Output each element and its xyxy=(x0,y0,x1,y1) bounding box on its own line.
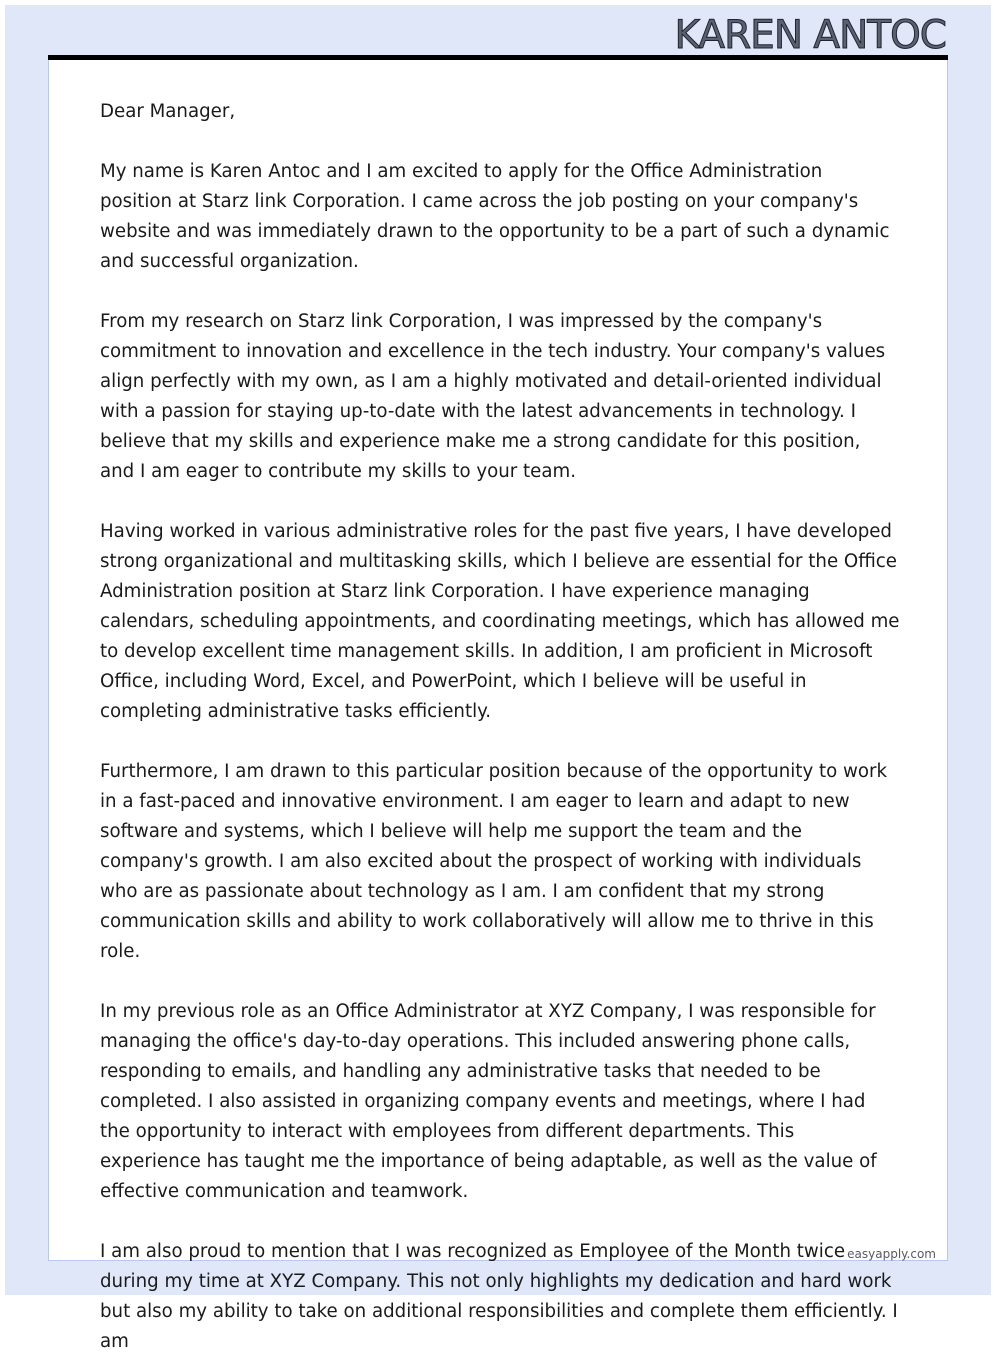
paragraph-1: My name is Karen Antoc and I am excited to apply for the Office Administration position at Starz link Corporation. I came across the job posting on your company's website and was immediately drawn to the opportunity to be a part of such a dynamic and successful organization. xyxy=(100,161,890,272)
letter-body xyxy=(100,97,900,1352)
paragraph-3: Having worked in various administrative roles for the past five years, I have developed strong organizational and multitasking skills, which I believe are essential for the Office Administration position at Starz link Corporation. I have experience managing calendars, scheduling appointments, and coordinating meetings, which has allowed me to develop excellent time management skills. In addition, I am proficient in Microsoft Office, including Word, Excel, and PowerPoint, which I believe will be useful in completing administrative tasks efficiently. xyxy=(100,521,900,722)
paragraph-5: In my previous role as an Office Administrator at XYZ Company, I was responsible for managing the office's day-to-day operations. This included answering phone calls, responding to emails, and handling any administrative tasks that needed to be completed. I also assisted in organizing company events and meetings, where I had the opportunity to interact with employees from different departments. This experience has taught me the importance of being adaptable, as well as the value of effective communication and teamwork. xyxy=(100,1001,877,1202)
salutation: Dear Manager, xyxy=(100,101,236,122)
paragraph-2: From my research on Starz link Corporation, I was impressed by the company's commitment to innovation and excellence in the tech industry. Your company's values align perfectly with my own, as I am a highly motivated and detail-oriented individual with a passion for staying up-to-date with the latest advancements in technology. I believe that my skills and experience make me a strong candidate for this position, and I am eager to contribute my skills to your team. xyxy=(100,311,886,482)
watermark: easyapply.com xyxy=(847,1247,936,1261)
paragraph-6: I am also proud to mention that I was recognized as Employee of the Month twice during my time at XYZ Company. This not only highlights my dedication and hard work but also my ability to take on additional responsibilities and complete them efficiently. I am xyxy=(100,1241,898,1352)
paragraph-4: Furthermore, I am drawn to this particular position because of the opportunity to work in a fast-paced and innovative environment. I am eager to learn and adapt to new software and systems, which I believe will help me support the team and the company's growth. I am also excited about the prospect of working with individuals who are as passionate about technology as I am. I am confident that my strong communication skills and ability to work collaboratively will allow me to thrive in this role. xyxy=(100,761,888,962)
applicant-name: KAREN ANTOC xyxy=(674,13,946,58)
